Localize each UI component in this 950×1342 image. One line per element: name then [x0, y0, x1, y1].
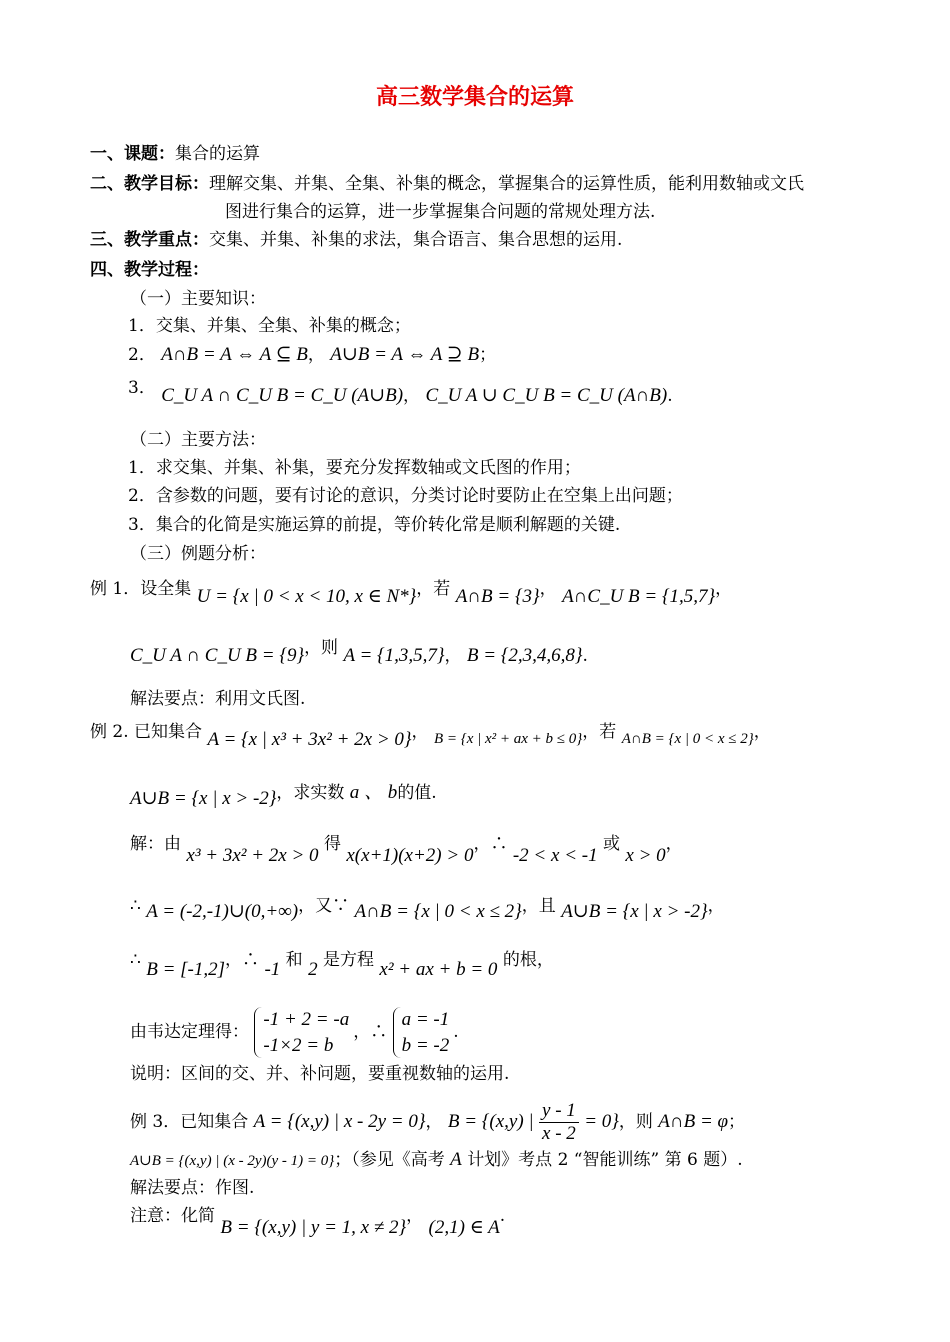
- formula: A∩B = {x | 0 < x ≤ 2}: [621, 731, 754, 747]
- equation: -1 + 2 = -a: [263, 1009, 350, 1030]
- connector: 的值.: [397, 783, 437, 803]
- section-topic: [90, 146, 260, 163]
- formula: A∩B = {x | 0 < x ≤ 2}: [354, 901, 522, 922]
- formula: A∪B = A ⇔ A ⊇ B: [330, 344, 480, 365]
- section-text: 集合的运算: [175, 144, 260, 164]
- formula: B = {(x,y) |: [447, 1110, 534, 1132]
- separator: ，: [307, 345, 325, 365]
- example-label: 例 2. 已知集合: [90, 722, 203, 742]
- connector: 得: [323, 834, 341, 854]
- method-item-2: 2．含参数的问题，要有讨论的意识，分类讨论时要防止在空集上出问题；: [128, 486, 683, 506]
- formula: x² + ax + b = 0: [379, 959, 498, 980]
- methods-heading: （二）主要方法：: [130, 430, 266, 450]
- knowledge-item-2: [128, 345, 496, 364]
- solution-line-1: 解：由 x³ + 3x² + 2x > 0 得 x(x+1)(x+2) > 0，∴ -2 < x < -1 或 x > 0，: [130, 834, 683, 866]
- connector: 和: [285, 950, 303, 970]
- page-title: 高三数学集合的运算: [375, 84, 574, 110]
- formula: 2: [308, 959, 318, 980]
- connector: ，则: [618, 1111, 653, 1132]
- item-number: 2．: [128, 345, 156, 365]
- formula: = 0}: [584, 1110, 619, 1132]
- vieta-label: 由韦达定理得：: [130, 1022, 249, 1043]
- section-label: 一、课题：: [90, 144, 175, 164]
- formula: A: [450, 1149, 462, 1170]
- separator: .: [667, 386, 673, 406]
- example-1-line-1: 例 1．设全集 U = {x | 0 < x < 10, x ∈ N*}，若 A∩B = {3}， A∩C_U B = {1,5,7}，: [90, 579, 733, 607]
- equation: b = -2: [401, 1034, 450, 1056]
- example-1-tip: 解法要点：利用文氏图.: [130, 689, 306, 709]
- solution-label: 解：由: [130, 834, 181, 854]
- section-goals-cont: 图进行集合的运算，进一步掌握集合问题的常规处理方法.: [225, 202, 656, 222]
- answer-system: [393, 1007, 454, 1058]
- knowledge-heading: （一）主要知识：: [130, 289, 266, 309]
- formula: C_U A ∩ C_U B = C_U (A∪B): [161, 385, 404, 406]
- formula: B = {(x,y) | y = 1, x ≠ 2}: [220, 1217, 407, 1238]
- example-3-line-2: [130, 1150, 743, 1169]
- section-focus: [90, 232, 622, 249]
- formula: -2 < x < -1: [512, 845, 598, 866]
- formula: A∩B = φ: [658, 1110, 729, 1132]
- equation: a = -1: [401, 1009, 450, 1030]
- equation: -1×2 = b: [263, 1034, 334, 1056]
- note-line: 说明：区间的交、并、补问题，要重视数轴的运用.: [130, 1064, 510, 1084]
- formula: A∩B = {3}: [455, 586, 540, 607]
- formula: A = {x | x³ + 3x² + 2x > 0}: [207, 729, 412, 750]
- separator: ，: [403, 386, 421, 406]
- fraction: [539, 1100, 579, 1145]
- section-process: 四、教学过程：: [90, 260, 209, 280]
- connector: 的根，: [502, 950, 554, 970]
- solution-line-2: ∴ A = (-2,-1)∪(0,+∞)，又∵ A∩B = {x | 0 < x ≤ 2}，且 A∪B = {x | x > -2}，: [130, 896, 725, 922]
- denominator: x - 2: [542, 1122, 576, 1144]
- formula: -1: [264, 959, 281, 980]
- formula: B = [-1,2]: [146, 959, 226, 980]
- formula: x(x+1)(x+2) > 0: [346, 845, 474, 866]
- example-label: 例 1．设全集: [90, 579, 192, 599]
- method-item-1: 1．求交集、并集、补集，要充分发挥数轴或文氏图的作用；: [128, 458, 581, 478]
- formula: a 、 b: [349, 782, 398, 803]
- connector: 是方程: [322, 950, 374, 970]
- formula: C_U A ∩ C_U B = {9}: [130, 645, 305, 666]
- connector: ，则: [304, 638, 339, 658]
- example-label: 例 3．已知集合: [130, 1111, 249, 1132]
- knowledge-item-1: 1．交集、并集、全集、补集的概念；: [128, 316, 411, 336]
- separator: ；: [479, 345, 497, 365]
- example-1-line-2: C_U A ∩ C_U B = {9}，则 A = {1,3,5,7}， B = {2,3,4,6,8}.: [130, 638, 588, 666]
- item-number: 3．: [128, 378, 156, 398]
- example-2-line-2: [130, 783, 437, 808]
- section-text: 交集、并集、补集的求法，集合语言、集合思想的运用.: [209, 230, 623, 250]
- formula: x > 0: [625, 845, 666, 866]
- example-3-line-1: 例 3．已知集合 A = {(x,y) | x - 2y = 0}， B = {(x,y) | $\frac{y - 1}{x - 2}$ = 0}，则 A∩B = φ；: [130, 1100, 746, 1144]
- formula: A∩B = A ⇔ A ⊆ B: [161, 344, 308, 365]
- connector: ，又∵: [298, 896, 350, 916]
- formula: C_U A ∪ C_U B = C_U (A∩B): [425, 385, 668, 406]
- formula: A∪B = {x | x > -2}: [130, 788, 277, 809]
- formula: A∪B = {x | x > -2}: [561, 901, 708, 922]
- formula: (2,1) ∈ A: [428, 1217, 500, 1238]
- formula: A∩C_U B = {1,5,7}: [562, 586, 716, 607]
- note-label: 注意：化简: [130, 1206, 215, 1226]
- formula: B = {x | x² + ax + b ≤ 0}: [433, 731, 583, 747]
- connector: ，若: [416, 579, 451, 599]
- connector: ，且: [521, 896, 556, 916]
- formula: B = {2,3,4,6,8}: [466, 645, 583, 666]
- formula: U = {x | 0 < x < 10, x ∈ N*}: [196, 586, 417, 607]
- section-goals: [90, 176, 804, 193]
- formula: A = {1,3,5,7}: [343, 645, 445, 666]
- section-label: 二、教学目标：: [90, 174, 209, 194]
- method-item-3: 3．集合的化简是实施运算的前提，等价转化常是顺利解题的关键.: [128, 515, 621, 535]
- example-3-note: 注意：化简 B = {(x,y) | y = 1, x ≠ 2}， (2,1) ∈ A.: [130, 1206, 506, 1238]
- equation-system: [254, 1007, 353, 1058]
- reference-text: ；（参见《高考: [334, 1150, 445, 1170]
- connector: ，求实数: [276, 783, 345, 803]
- section-text: 理解交集、并集、全集、补集的概念，掌握集合的运算性质，能利用数轴或文氏: [209, 174, 804, 194]
- reference-text: 计划》考点 2 “智能训练” 第 6 题）.: [467, 1150, 743, 1170]
- connector: 或: [603, 834, 620, 854]
- formula: x³ + 3x² + 2x > 0: [186, 845, 319, 866]
- solution-line-3: ∴ B = [-1,2]，∴ -1 和 2 是方程 x² + ax + b = 0 的根，: [130, 950, 554, 980]
- example-3-tip: 解法要点：作图.: [130, 1178, 255, 1198]
- formula: A = (-2,-1)∪(0,+∞): [146, 901, 299, 922]
- numerator: y - 1: [539, 1100, 579, 1123]
- knowledge-item-3: [128, 380, 673, 405]
- formula: A∪B = {(x,y) | (x - 2y)(y - 1) = 0}: [130, 1153, 335, 1169]
- connector: ，若: [582, 722, 617, 742]
- vieta-line: 由韦达定理得： -1 + 2 = -a -1×2 = b，∴ a = -1 b = -2.: [130, 1007, 459, 1058]
- formula: A = {(x,y) | x - 2y = 0}: [253, 1110, 426, 1132]
- examples-heading: （三）例题分析：: [130, 544, 266, 564]
- section-label: 三、教学重点：: [90, 230, 209, 250]
- example-2-line-1: 例 2. 已知集合 A = {x | x³ + 3x² + 2x > 0}， B = {x | x² + ax + b ≤ 0}，若 A∩B = {x | 0 < x ≤ 2}，: [90, 722, 771, 750]
